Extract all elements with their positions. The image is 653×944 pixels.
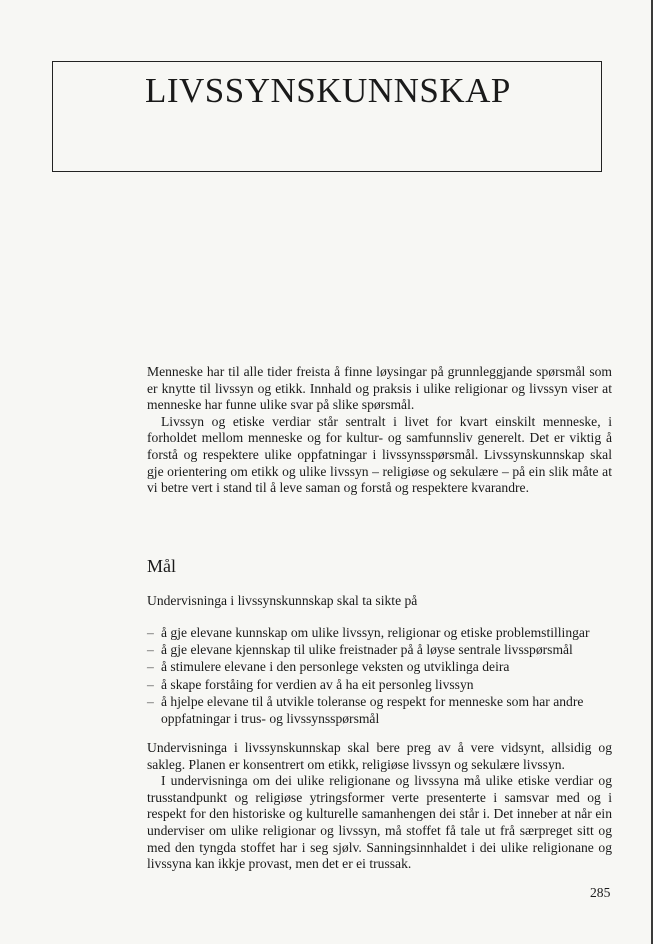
page-number: 285 (590, 885, 611, 900)
list-item: – å gje elevane kjennskap til ulike freistnader på å løyse sentrale livsspørsmål (147, 642, 573, 658)
dash-marker: – (147, 676, 154, 692)
body-paragraph-2: I undervisninga om dei ulike religionane og livssyna må ulike etiske verdiar og trusstandpunkt og religiøse ytringsformer verte presenterte i samsvar med og i respekt for den historiske og kulturelle samanhengen dei står i. Det inneber at når ein underviser om ulike religionar og livssyn, må stoffet få tale ut frå særpreget sitt og med den tyngda stoffet har i seg sjølv. Sanningsinnhaldet i dei ulike religionane og livssyna kan ikkje provast, men det er ei trussak. (147, 773, 612, 872)
list-item: – å hjelpe elevane til å utvikle toleranse og respekt for menneske som har andre oppfatningar i trus- og livssynsspørsmål (147, 693, 584, 727)
dash-marker: – (147, 625, 154, 640)
section-heading: Mål (147, 556, 176, 576)
intro-text (147, 364, 612, 497)
list-item: – å stimulere elevane i den personlege veksten og utviklinga deira (147, 659, 510, 675)
intro-paragraph-2: Livssyn og etiske verdiar står sentralt i livet for kvart einskilt menneske, i forholdet mellom menneske og for kultur- og samfunnsliv generelt. Det er viktig å forstå og respektere ulike oppfatningar i livssynsspørsmål. Livssynskunnskap skal gje orientering om etikk og ulike livssyn – religiøse og sekulære – på ein slik måte at vi betre vert i stand til å leve saman og forstå og respektere kvarandre. (147, 413, 612, 496)
body-text (147, 740, 612, 873)
page-title: LIVSSYNSKUNNSKAP (145, 71, 511, 110)
body-paragraph-1: Undervisninga i livssynskunnskap skal bere preg av å vere vidsynt, allsidig og sakleg. Planen er konsentrert om etikk, religiøse livssyn og sekulære livssyn. (147, 740, 612, 772)
section-lead: Undervisninga i livssynskunnskap skal ta sikte på (147, 593, 418, 608)
dash-marker: – (147, 659, 154, 675)
title-box (52, 61, 602, 172)
list-item: – å gje elevane kunnskap om ulike livssyn, religionar og etiske problemstillingar (147, 625, 590, 640)
dash-marker: – (147, 642, 154, 658)
intro-paragraph-1: Menneske har til alle tider freista å finne løysingar på grunnleggjande spørsmål som er knytte til livssyn og etikk. Innhald og praksis i ulike religionar og livssyn viser at menneske har funne ulike svar på slike spørsmål. (147, 364, 612, 413)
dash-marker: – (147, 693, 154, 709)
list-item: – å skape forståing for verdien av å ha eit personleg livssyn (147, 676, 474, 692)
goal-list (147, 624, 612, 727)
